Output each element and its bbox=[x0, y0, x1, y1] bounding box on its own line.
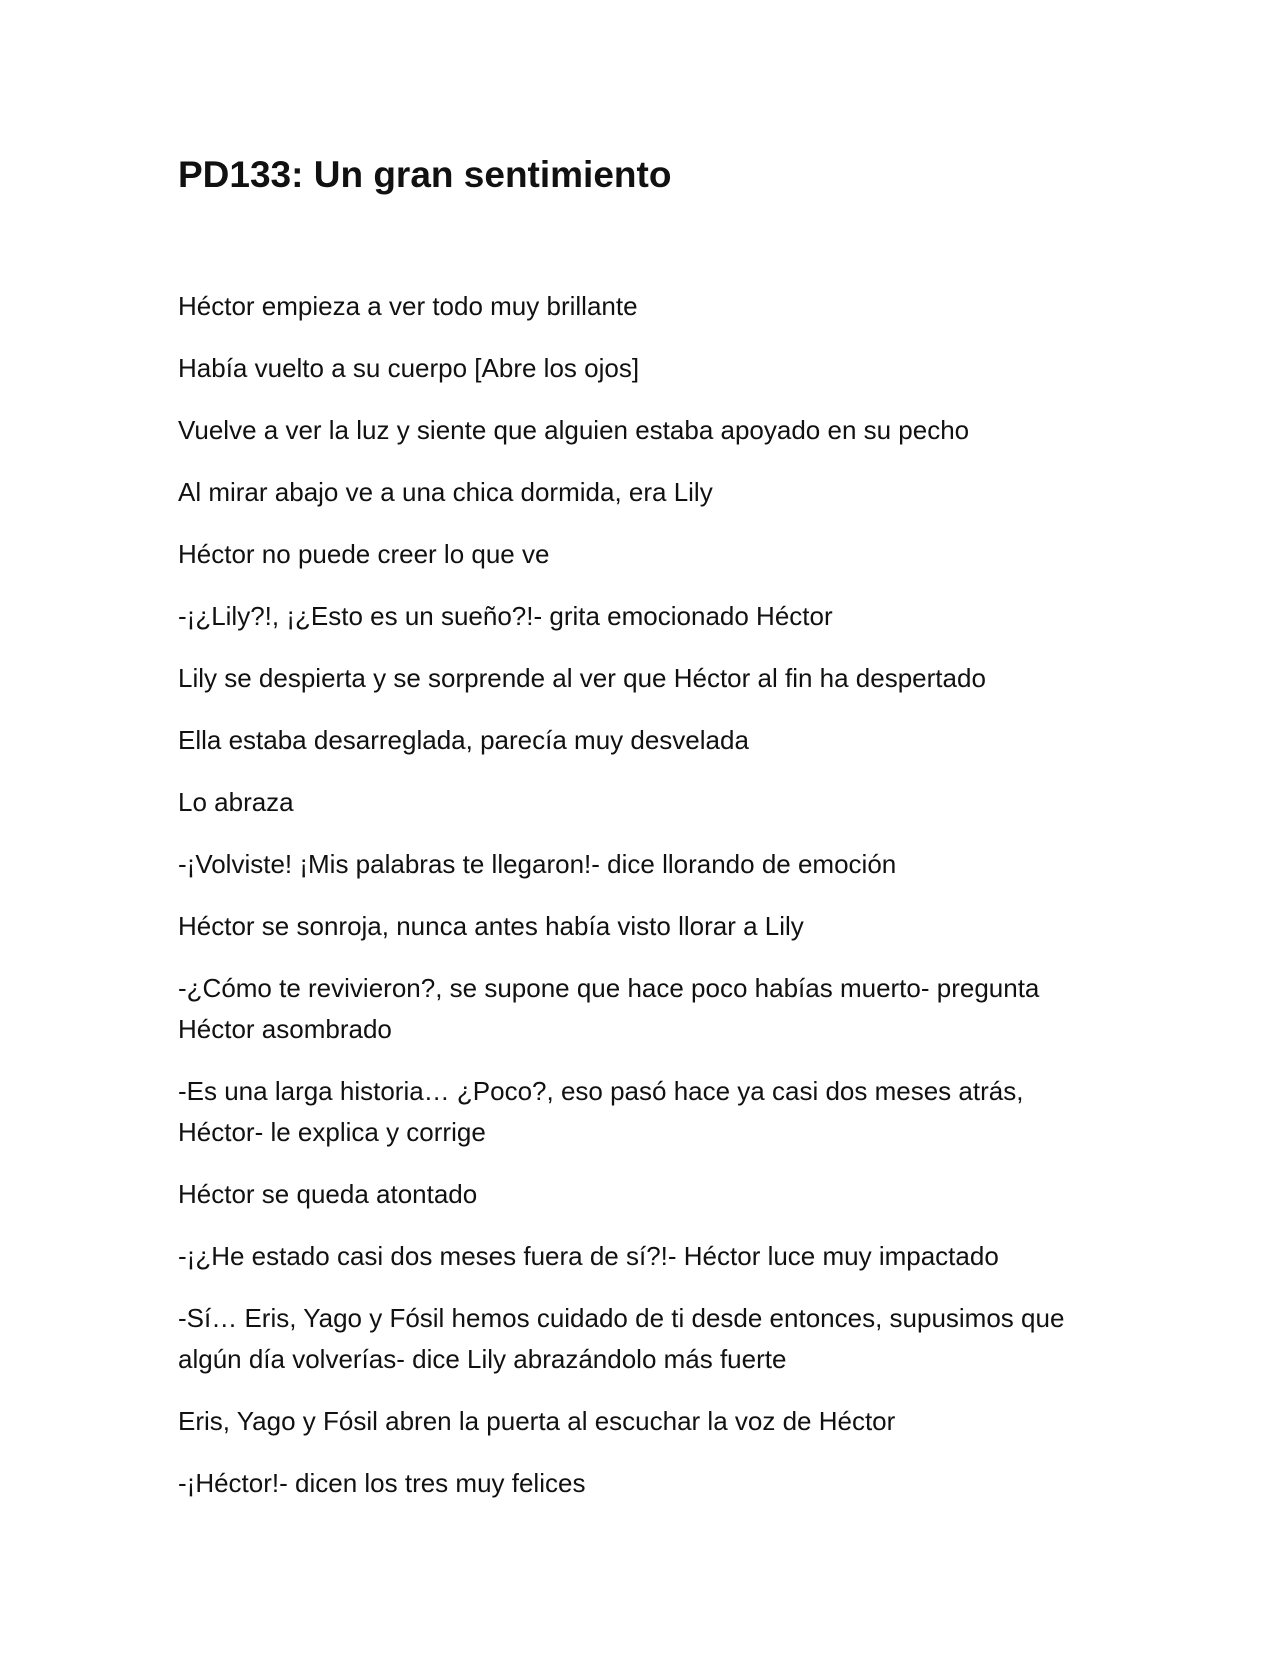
paragraph: -¡Héctor!- dicen los tres muy felices bbox=[178, 1468, 586, 1498]
paragraph: -¡¿Lily?!, ¡¿Esto es un sueño?!- grita emocionado Héctor bbox=[178, 601, 833, 631]
paragraph: -¡¿He estado casi dos meses fuera de sí?!- Héctor luce muy impactado bbox=[178, 1241, 999, 1271]
paragraph: Héctor empieza a ver todo muy brillante bbox=[178, 291, 638, 321]
paragraph: Héctor se queda atontado bbox=[178, 1179, 478, 1209]
paragraph: Héctor no puede creer lo que ve bbox=[178, 539, 550, 569]
paragraph: Al mirar abajo ve a una chica dormida, era Lily bbox=[178, 477, 713, 507]
paragraph: Lo abraza bbox=[178, 787, 294, 817]
paragraph: -Sí… Eris, Yago y Fósil hemos cuidado de ti desde entonces, supusimos que algún día volverías- dice Lily abrazándolo más fuerte bbox=[178, 1303, 1065, 1374]
paragraph: Había vuelto a su cuerpo [Abre los ojos] bbox=[178, 353, 640, 383]
paragraph: Eris, Yago y Fósil abren la puerta al escuchar la voz de Héctor bbox=[178, 1406, 896, 1436]
document-body bbox=[178, 286, 1078, 1525]
paragraph: -¿Cómo te revivieron?, se supone que hace poco habías muerto- pregunta Héctor asombrado bbox=[178, 973, 1040, 1044]
paragraph: Ella estaba desarreglada, parecía muy desvelada bbox=[178, 725, 749, 755]
paragraph: Héctor se sonroja, nunca antes había visto llorar a Lily bbox=[178, 911, 804, 941]
paragraph: -Es una larga historia… ¿Poco?, eso pasó hace ya casi dos meses atrás, Héctor- le explica y corrige bbox=[178, 1076, 1024, 1147]
document-title: PD133: Un gran sentimiento bbox=[178, 154, 672, 195]
paragraph: Vuelve a ver la luz y siente que alguien estaba apoyado en su pecho bbox=[178, 415, 970, 445]
paragraph: Lily se despierta y se sorprende al ver que Héctor al fin ha despertado bbox=[178, 663, 986, 693]
paragraph: -¡Volviste! ¡Mis palabras te llegaron!- dice llorando de emoción bbox=[178, 849, 897, 879]
